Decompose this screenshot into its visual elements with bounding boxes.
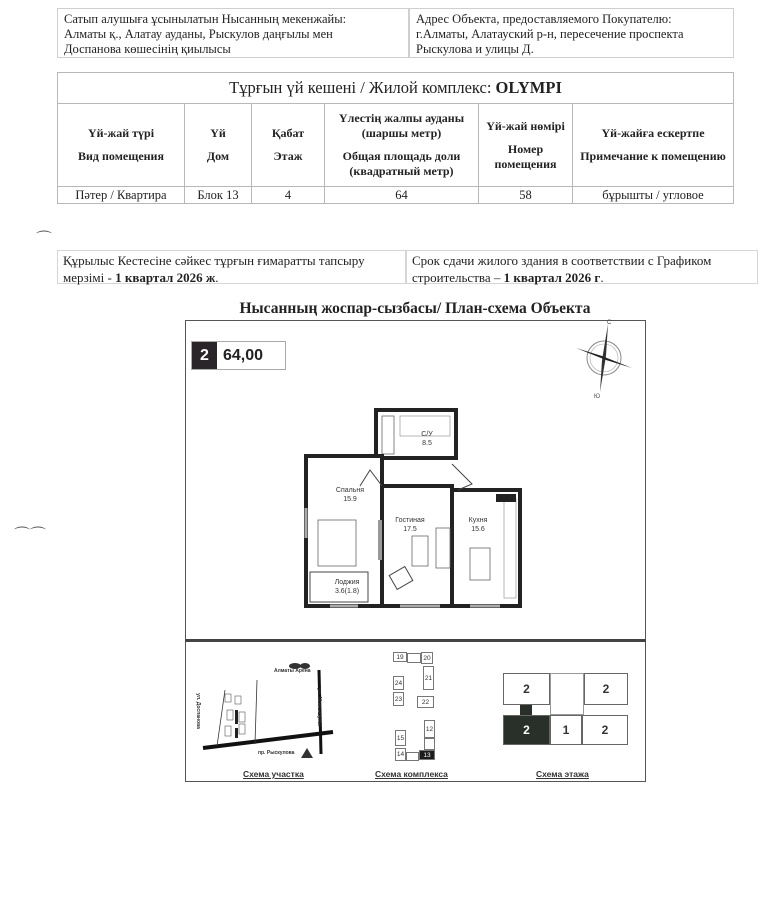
address-ru (409, 8, 734, 58)
col-header-number: Үй-жай нөмірі Номер помещения (479, 104, 573, 187)
building-connector (407, 653, 421, 663)
floor-unit-selected: 2 (503, 715, 550, 745)
rooms-count: 2 (192, 342, 217, 369)
floor-unit: 2 (584, 673, 628, 705)
svg-text:Ю: Ю (594, 394, 601, 400)
room-label-kitchen: Кухня 15.6 (468, 517, 488, 533)
floor-unit: 2 (582, 715, 628, 745)
cell-house: Блок 13 (185, 187, 252, 204)
building-19: 19 (393, 652, 407, 662)
col-header-floor: Қабат Этаж (252, 104, 325, 187)
address-ru-line1: Адрес Объекта, предоставляемого Покупателю: (416, 12, 672, 26)
building-13-selected: 13 (419, 750, 435, 760)
col-header-type: Үй-жай түрі Вид помещения (58, 104, 185, 187)
floor-unit: 2 (503, 673, 550, 705)
deadline-kz: Құрылыс Кестесіне сәйкес тұрғын ғимаратты тапсыру мерзімі - 1 квартал 2026 ж. (57, 250, 406, 284)
scan-mark-icon: ⌒⌒ (14, 527, 47, 544)
building-23: 23 (393, 692, 404, 706)
plan-divider (185, 639, 646, 642)
address-kz-line2: Алматы қ., Алатау ауданы, Рыскулов даңғылы мен (64, 27, 333, 41)
total-area: 64,00 (217, 342, 285, 369)
address-ru-line3: Рыскулова и улицы Д. (416, 42, 534, 56)
site-label-street-left: ул. Доспанова (194, 693, 201, 729)
svg-text:С: С (607, 320, 612, 326)
col-header-note: Үй-жайға ескертпе Примечание к помещению (573, 104, 734, 187)
address-kz-line1: Сатып алушыға ұсынылатын Нысанның мекенжайы: (64, 12, 347, 26)
site-label-arena: Алматы Арена (274, 668, 311, 674)
cell-area: 64 (325, 187, 479, 204)
site-label-avenue: пр. Рыскулова (258, 750, 295, 756)
site-label-street-right: ул. Момышулы (316, 687, 323, 727)
building-connector (424, 738, 435, 750)
floor-corridor (550, 673, 584, 715)
complex-title (58, 73, 734, 104)
deadline-ru-value: 1 квартал 2026 г (503, 270, 601, 285)
deadline-ru: Срок сдачи жилого здания в соответствии с Графиком строительства – 1 квартал 2026 г. (406, 250, 758, 284)
table-header-row (58, 104, 734, 187)
address-kz-line3: Доспанова көшесінің қиылысы (64, 42, 231, 56)
building-22: 22 (417, 696, 434, 708)
cell-note: бұрышты / угловое (573, 187, 734, 204)
building-15: 15 (395, 730, 406, 746)
room-label-bedroom: Спальня 15.9 (335, 487, 365, 503)
complex-name: OLYMPI (495, 78, 562, 97)
site-scheme-caption: Схема участка (243, 769, 304, 779)
complex-scheme-caption: Схема комплекса (375, 769, 448, 779)
cell-number: 58 (479, 187, 573, 204)
compass-icon (572, 318, 636, 400)
col-header-house: Үй Дом (185, 104, 252, 187)
building-connector (406, 752, 419, 761)
address-kz (57, 8, 409, 58)
table-row (58, 187, 734, 204)
floor-unit: 1 (550, 715, 582, 745)
cell-floor: 4 (252, 187, 325, 204)
room-label-living: Гостиная 17.5 (395, 517, 425, 533)
building-24: 24 (393, 676, 404, 690)
room-label-loggia: Лоджия 3.6(1.8) (334, 579, 360, 595)
col-header-area: Үлестің жалпы ауданы (шаршы метр) Общая площадь доли (квадратный метр) (325, 104, 479, 187)
building-21: 21 (423, 666, 434, 690)
scan-mark-icon: ⌒ (36, 231, 53, 248)
building-12: 12 (424, 720, 435, 738)
floor-scheme-caption: Схема этажа (536, 769, 589, 779)
site-scheme-map (195, 650, 335, 760)
address-ru-line2: г.Алматы, Алатауский р-н, пересечение проспекта (416, 27, 684, 41)
cell-type: Пәтер / Квартира (58, 187, 185, 204)
plan-title: Нысанның жоспар-сызбасы/ План-схема Объекта (239, 300, 591, 317)
complex-label: Тұрғын үй кешені / Жилой комплекс: (229, 78, 496, 97)
building-20: 20 (421, 652, 433, 664)
building-14: 14 (395, 748, 406, 761)
apartment-badge (191, 341, 286, 370)
room-label-bathroom: С/У 8.5 (421, 431, 433, 447)
apartment-table (57, 72, 734, 204)
floor-unit-selected-notch (520, 705, 532, 715)
deadline-kz-value: 1 квартал 2026 ж (115, 270, 216, 285)
